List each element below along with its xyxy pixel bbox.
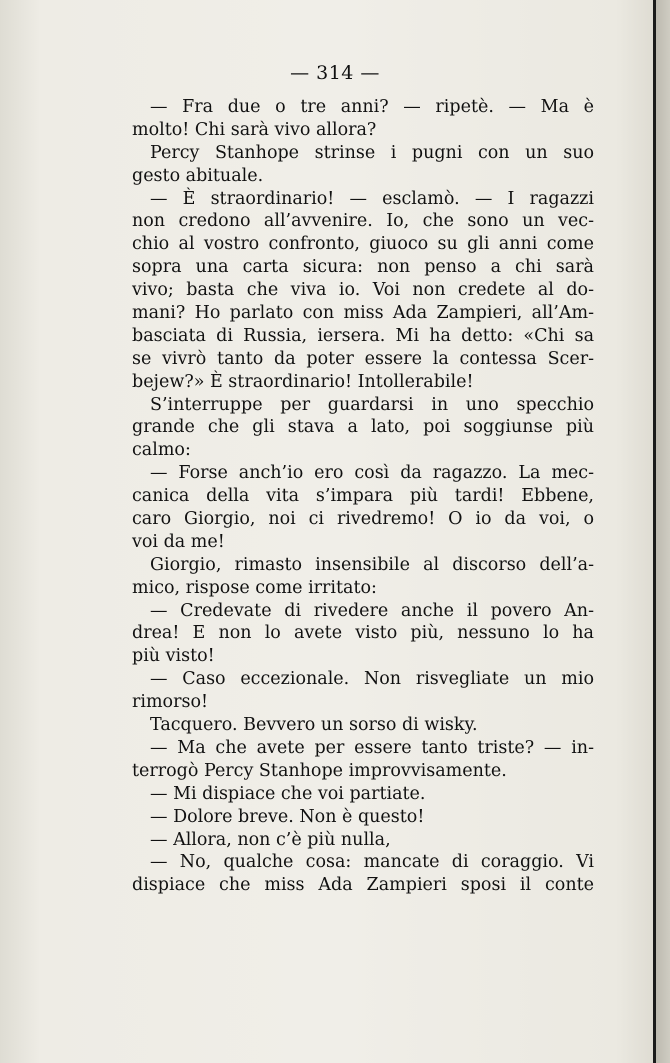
text-line: — Credevate di rivedere anche il povero An- [150, 600, 594, 621]
page-edge-shadow [656, 0, 670, 1063]
text-line: — Forse anch’io ero così da ragazzo. La mec- [150, 463, 594, 484]
text-line: — Ma che avete per essere tanto triste? — in- [150, 737, 594, 758]
text-line: voi da me! [132, 531, 225, 552]
body-text [132, 96, 594, 897]
text-line: non credono all’avvenire. Io, che sono un vec- [132, 211, 594, 232]
text-line: — È straordinario! — esclamò. — I ragazzi [150, 188, 594, 209]
text-line: — Dolore breve. Non è questo! [150, 806, 425, 827]
text-line: vivo; basta che viva io. Voi non credete al do- [132, 280, 594, 301]
page-edge-line [653, 0, 656, 1063]
text-line: — Allora, non c’è più nulla, [150, 829, 391, 850]
text-line: grande che gli stava a lato, poi soggiunse più [132, 417, 594, 438]
text-line: caro Giorgio, noi ci rivedremo! O io da voi, o [132, 509, 594, 530]
text-line: terrogò Percy Stanhope improvvisamente. [132, 760, 507, 781]
text-line: dispiace che miss Ada Zampieri sposi il conte [132, 875, 594, 896]
text-line: se vivrò tanto da poter essere la contessa Scer- [132, 348, 594, 369]
text-line: S’interruppe per guardarsi in uno specchio [150, 394, 594, 415]
text-line: bejew?» È straordinario! Intollerabile! [132, 371, 474, 392]
text-line: calmo: [132, 440, 191, 461]
text-line: chio al vostro confronto, giuoco su gli anni come [132, 234, 594, 255]
text-line: — No, qualche cosa: mancate di coraggio. Vi [150, 852, 594, 873]
text-line: mani? Ho parlato con miss Ada Zampieri, all’Am- [132, 303, 594, 324]
text-line: mico, rispose come irritato: [132, 577, 377, 598]
text-line: — Mi dispiace che voi partiate. [150, 783, 426, 804]
text-line: — Fra due o tre anni? — ripetè. — Ma è [150, 97, 594, 117]
text-line: Giorgio, rimasto insensibile al discorso dell’a- [150, 554, 594, 575]
text-line: — Caso eccezionale. Non risvegliate un mio [150, 669, 594, 690]
text-line: molto! Chi sarà vivo allora? [132, 119, 377, 140]
text-line: gesto abituale. [132, 165, 264, 186]
text-line: drea! E non lo avete visto più, nessuno lo ha [132, 623, 594, 644]
text-line: Tacquero. Bevvero un sorso di wisky. [150, 715, 478, 736]
text-line: più visto! [132, 646, 215, 667]
text-line: Percy Stanhope strinse i pugni con un suo [150, 142, 594, 163]
text-line: canica della vita s’impara più tardi! Ebbene, [132, 486, 594, 507]
text-line: sopra una carta sicura: non penso a chi sarà [132, 257, 594, 278]
text-line: basciata di Russia, iersera. Mi ha detto: «Chi sa [132, 325, 594, 346]
text-line: rimorso! [132, 692, 209, 713]
page-number: — 314 — [290, 62, 380, 84]
